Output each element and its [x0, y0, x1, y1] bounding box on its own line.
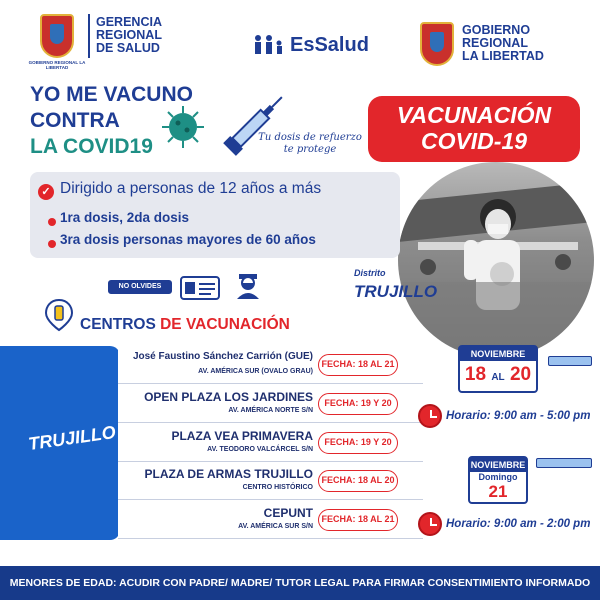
dose-line-1: 1ra dosis, 2da dosis	[60, 210, 190, 225]
gobierno-line: GOBIERNO	[462, 23, 531, 37]
calendar-range	[460, 361, 536, 392]
centros-title-red: DE VACUNACIÓN	[160, 316, 290, 333]
location-vial-icon	[44, 298, 74, 332]
tagline-line: Tu dosis de refuerzo	[258, 132, 362, 143]
gerencia-line: REGIONAL	[96, 28, 162, 42]
center-address: AV. TEODORO VALCÁRCEL S/N	[207, 445, 313, 453]
dose-line-2: 3ra dosis personas mayores de 60 años	[60, 232, 316, 247]
table-row	[118, 462, 423, 500]
horario-2: Horario: 9:00 am - 2:00 pm	[446, 518, 591, 530]
target-title: Dirigido a personas de 12 años a más	[60, 180, 322, 197]
horario-1: Horario: 9:00 am - 5:00 pm	[446, 410, 591, 422]
gerencia-line: GERENCIA	[96, 15, 162, 29]
no-olvides-badge: NO OLVIDES	[108, 280, 172, 294]
center-name: CEPUNT	[263, 506, 313, 521]
virus-icon	[160, 104, 206, 150]
id-card-icon	[180, 276, 220, 300]
center-address: AV. AMÉRICA SUR S/N	[238, 523, 313, 531]
slogan-line: YO ME VACUNO	[30, 83, 193, 106]
slogan-line: CONTRA	[30, 109, 120, 132]
table-row	[118, 501, 423, 539]
vacunacion-banner	[368, 96, 580, 162]
bullet-icon	[48, 240, 56, 248]
tagline-line: te protege	[283, 144, 337, 155]
clock-icon	[418, 512, 442, 536]
center-name: PLAZA DE ARMAS TRUJILLO	[144, 467, 313, 482]
calendar-month: NOVIEMBRE	[460, 347, 536, 361]
center-address: CENTRO HISTÓRICO	[242, 484, 313, 492]
essalud-family-icon	[252, 34, 292, 56]
side-panel-label: TRUJILLO	[26, 421, 117, 455]
gobierno-shield-logo	[420, 22, 454, 66]
gobierno-line: REGIONAL	[462, 36, 528, 50]
center-date-badge: FECHA: 18 AL 21	[318, 509, 398, 531]
centros-list	[118, 346, 423, 540]
footer-notice: MENORES DE EDAD: ACUDIR CON PADRE/ MADRE/ TUTOR LEGAL PARA FIRMAR CONSENTIMIENTO INFORMADO	[0, 566, 600, 600]
calendar-from: 18	[464, 364, 487, 385]
table-row	[118, 346, 423, 384]
gerencia-title	[96, 16, 162, 55]
center-address: AV. AMÉRICA NORTE S/N	[228, 406, 313, 414]
banner-line: COVID-19	[420, 128, 528, 154]
syringe-small-icon	[548, 356, 592, 366]
calendar-day-name: Domingo	[478, 472, 518, 482]
centros-title-blue: CENTROS	[80, 316, 156, 333]
syringe-small-icon	[536, 458, 592, 468]
photo-scene	[398, 162, 594, 358]
center-date-badge: FECHA: 19 Y 20	[318, 432, 398, 454]
calendar-2	[468, 456, 528, 504]
centros-title	[80, 316, 290, 334]
center-name: PLAZA VEA PRIMAVERA	[171, 428, 313, 443]
table-row	[118, 385, 423, 423]
district-label: Distrito	[354, 268, 386, 278]
clock-icon	[418, 404, 442, 428]
gerencia-line: DE SALUD	[96, 41, 160, 55]
masked-person-icon	[234, 272, 262, 300]
tagline	[255, 132, 365, 156]
divider	[88, 14, 90, 58]
slogan-line-covid: LA COVID19	[30, 135, 153, 158]
calendar-sep: AL	[491, 372, 505, 383]
center-date-badge: FECHA: 18 AL 20	[318, 470, 398, 492]
bullet-icon	[48, 218, 56, 226]
check-icon: ✓	[38, 184, 54, 200]
calendar-to: 20	[509, 364, 532, 385]
table-row	[118, 424, 423, 462]
regional-shield-logo	[40, 14, 74, 58]
gobierno-title	[462, 24, 544, 63]
calendar-month: NOVIEMBRE	[470, 460, 526, 470]
center-date-badge: FECHA: 18 AL 21	[318, 354, 398, 376]
calendar-day: 21	[488, 482, 508, 501]
center-address: AV. AMÉRICA SUR (OVALO GRAU)	[198, 368, 313, 375]
calendar-1	[458, 345, 538, 393]
banner-line: VACUNACIÓN	[396, 102, 552, 128]
logo-caption: GOBIERNO REGIONAL LA LIBERTAD	[28, 60, 86, 70]
center-date-badge: FECHA: 19 Y 20	[318, 393, 398, 415]
essalud-logo: EsSalud	[290, 34, 369, 56]
center-name: José Faustino Sánchez Carrión (GUE)	[132, 351, 313, 362]
vaccination-photo	[398, 162, 594, 358]
gobierno-line: LA LIBERTAD	[462, 49, 544, 63]
center-name: OPEN PLAZA LOS JARDINES	[144, 389, 313, 404]
district-name: TRUJILLO	[354, 282, 438, 301]
